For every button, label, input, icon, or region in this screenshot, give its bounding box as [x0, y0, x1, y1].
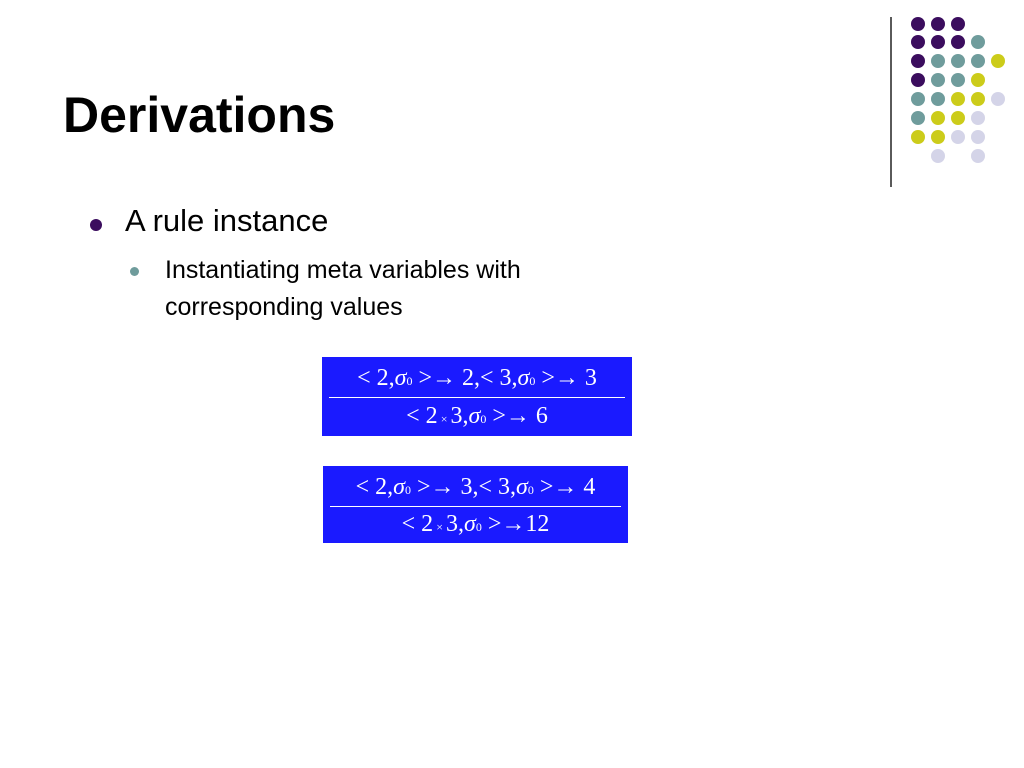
slide-title: Derivations: [63, 87, 336, 143]
decorative-dot: [931, 73, 945, 87]
decorative-dot: [951, 35, 965, 49]
decorative-dot: [911, 111, 925, 125]
formula-premise: < 2,σ0 >→ 3,< 3,σ0 >→ 4: [355, 474, 596, 500]
bullet-text: A rule instance: [125, 203, 329, 238]
formula-premise: < 2,σ0 >→ 2,< 3,σ0 >→ 3: [357, 365, 597, 391]
inference-bar: [329, 397, 625, 398]
decorative-dot: [911, 35, 925, 49]
decorative-dot: [931, 35, 945, 49]
decorative-dot: [911, 73, 925, 87]
rule-instance-formula-2: [323, 466, 628, 543]
bullet-dot-icon: [90, 219, 102, 231]
formula-conclusion: < 2 × 3,σ0 >→ 6: [406, 403, 548, 429]
decorative-dot: [911, 17, 925, 31]
sub-bullet-text: Instantiating meta variables with corresponding values: [165, 256, 521, 321]
decorative-dot: [971, 130, 985, 144]
decorative-dot: [951, 17, 965, 31]
decorative-dot: [951, 111, 965, 125]
formula-conclusion: < 2 × 3,σ0 >→12: [401, 511, 550, 537]
vertical-divider-line: [890, 17, 892, 187]
decorative-dot: [911, 54, 925, 68]
decorative-dot: [971, 149, 985, 163]
decorative-dot: [951, 92, 965, 106]
decorative-dot: [971, 35, 985, 49]
decorative-dot: [911, 92, 925, 106]
decorative-dot: [951, 73, 965, 87]
decorative-dot: [931, 54, 945, 68]
decorative-dot: [951, 54, 965, 68]
rule-instance-formula-1: [322, 357, 632, 436]
inference-bar: [330, 506, 621, 507]
decorative-dot: [971, 92, 985, 106]
decorative-dot: [931, 92, 945, 106]
decorative-dot: [951, 130, 965, 144]
decorative-dot: [991, 92, 1005, 106]
decorative-dot: [931, 149, 945, 163]
decorative-dot: [971, 54, 985, 68]
sub-bullet-dot-icon: [130, 267, 139, 276]
decorative-dot: [991, 54, 1005, 68]
decorative-dot: [931, 111, 945, 125]
decorative-dot: [931, 130, 945, 144]
decorative-dot: [971, 111, 985, 125]
decorative-dot: [931, 17, 945, 31]
decorative-dot: [911, 130, 925, 144]
decorative-dot: [971, 73, 985, 87]
